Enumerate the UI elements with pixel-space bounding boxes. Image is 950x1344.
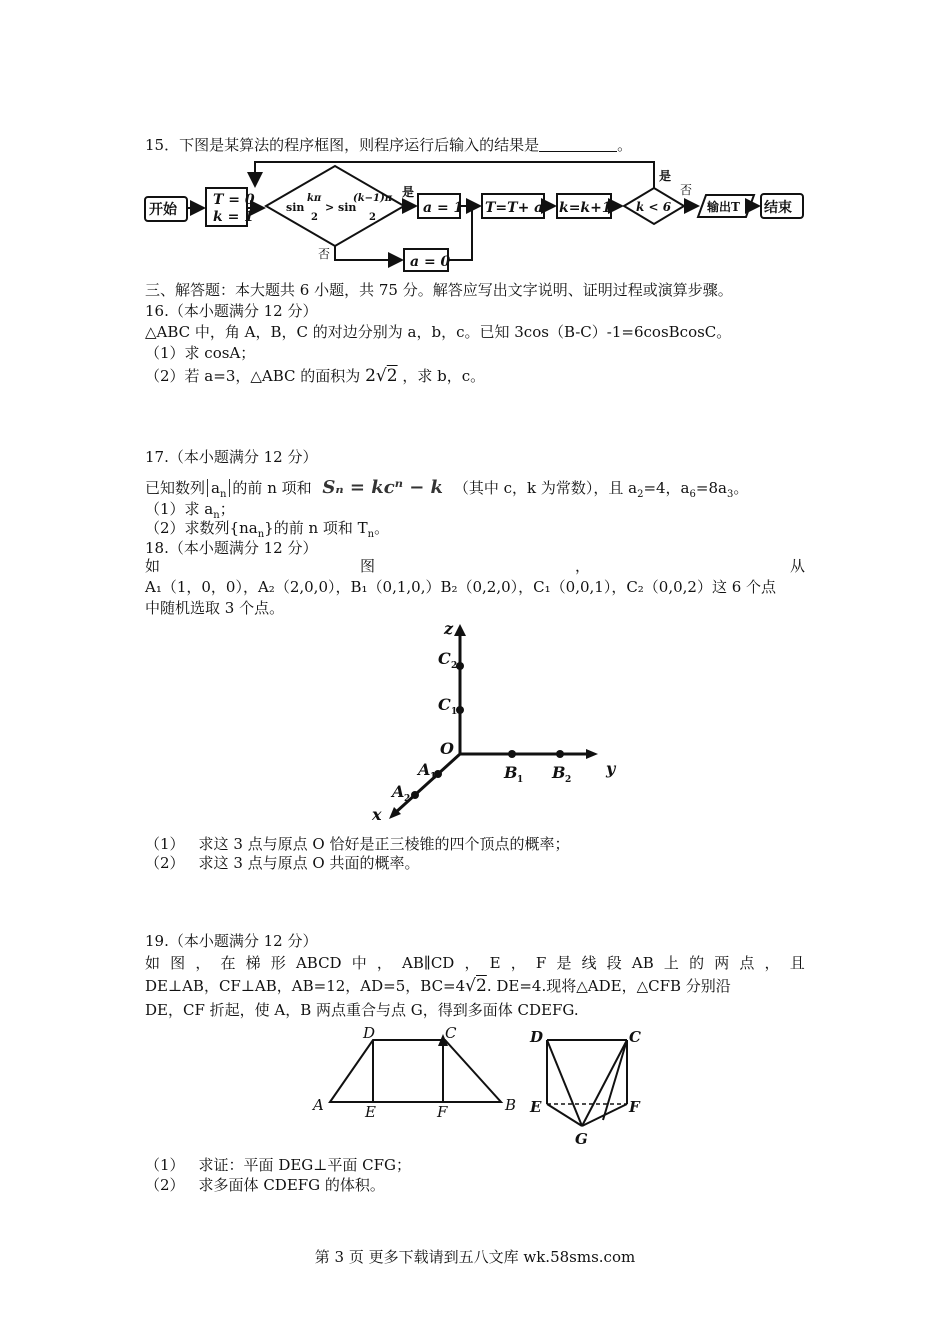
origin-label: O <box>440 739 454 758</box>
flow-no1: 否 <box>318 247 331 261</box>
q18-line2: A₁（1，0，0），A₂（2,0,0），B₁（0,1,0,）B₂（0,2,0），C₁（0,0,1），C₂（0,0,2）这 6 个点 <box>145 578 777 596</box>
trapezoid-figure <box>305 1020 535 1120</box>
q17-head: 17.（本小题满分 12 分） <box>145 448 318 466</box>
flow-yes2: 是 <box>659 169 672 183</box>
q19-line1-word: F <box>535 954 547 972</box>
q19-line1-word: 且 <box>789 954 805 972</box>
flow-a1-label: a = 1 <box>423 200 464 216</box>
q16-part2: （2）若 a=3，△ABC 的面积为 2√2 ，求 b，c。 <box>145 366 486 386</box>
flow-yes1: 是 <box>402 185 415 199</box>
q19-line1-word: 在 <box>220 954 236 972</box>
flow-cond-gt: > sin <box>325 201 357 214</box>
svg-text:2: 2 <box>451 661 458 671</box>
flow-cond-den1: 2 <box>311 212 318 223</box>
section3-heading: 三、解答题：本大题共 6 小题，共 75 分。解答应写出文字说明、证明过程或演算步骤。 <box>145 281 733 299</box>
flow-cond-num1: kπ <box>307 193 322 204</box>
page-footer: 第 3 页 更多下载请到五八文库 wk.58sms.com <box>314 1248 636 1266</box>
point-b2-label: B <box>552 763 566 782</box>
q19-line1-word: 如 <box>145 954 161 972</box>
fig1-c: C <box>445 1024 457 1042</box>
q19-line1-word: ， <box>376 954 392 972</box>
q19-line1-word: 段 <box>606 954 622 972</box>
q19-line1-word: 两 <box>714 954 730 972</box>
q19-line1-word: 线 <box>581 954 597 972</box>
fig1-d: D <box>363 1024 376 1042</box>
q19-line1-word: 上 <box>663 954 679 972</box>
q18-line1: 如 图 ， 从 <box>145 557 805 575</box>
q19-part1: （1） 求证：平面 DEG⊥平面 CFG； <box>145 1156 412 1174</box>
q16-head: 16.（本小题满分 12 分） <box>145 302 318 320</box>
q18-part2: （2） 求这 3 点与原点 O 共面的概率。 <box>145 854 420 872</box>
q19-line2: DE⊥AB，CF⊥AB，AB=12，AD=5，BC=4√2. DE=4.现将△ADE，△CFB 分别沿 <box>145 976 731 996</box>
polyhedron-figure <box>525 1020 675 1150</box>
coordinate-figure <box>360 620 620 830</box>
axis-z-label: z <box>444 620 454 638</box>
fig2-g: G <box>575 1130 588 1148</box>
flow-end-label: 结束 <box>764 200 792 216</box>
axis-x-label: x <box>372 805 382 824</box>
fig1-f: F <box>437 1103 448 1120</box>
fig1-e: E <box>365 1103 376 1120</box>
sn-formula: Sₙ = kcⁿ − k <box>322 477 444 498</box>
q19-line1-word: AB∥CD <box>402 954 455 972</box>
flow-init-t: T = 0 <box>213 192 255 208</box>
axis-y-label: y <box>606 759 616 778</box>
point-b1-label: B <box>504 763 518 782</box>
point-c2-label: C <box>438 649 451 668</box>
q19-line1-word: 是 <box>556 954 572 972</box>
q19-line1-word: ， <box>510 954 526 972</box>
svg-text:2: 2 <box>565 775 572 785</box>
flow-init-k: k = 1 <box>213 209 254 225</box>
fig2-c: C <box>629 1028 641 1046</box>
flow-kk-label: k=k+1 <box>559 200 612 216</box>
flow-kcond-label: k < 6 <box>636 200 672 214</box>
flow-a0-label: a = 0 <box>410 254 451 270</box>
sqrt-expression: 2√2 <box>365 366 398 386</box>
q16-part1: （1）求 cosA； <box>145 344 256 362</box>
flow-cond-num2: (k−1)π <box>353 193 393 204</box>
flow-output-label: 输出T <box>707 200 740 214</box>
q19-line3: DE，CF 折起，使 A，B 两点重合与点 G，得到多面体 CDEFG. <box>145 1001 579 1019</box>
answer-blank <box>539 137 617 152</box>
flow-tt-label: T=T+ a <box>485 200 544 216</box>
fig2-e: E <box>530 1098 542 1116</box>
flow-cond-den2: 2 <box>369 212 376 223</box>
q17-part2: （2）求数列$\{na_n\}$的前 n 项和 $T_n$。 <box>145 519 390 540</box>
svg-text:1: 1 <box>517 775 524 785</box>
q16-line1: △ABC 中，角 A，B，C 的对边分别为 a，b，c。已知 3cos（B-C）-1=6cosBcosC。 <box>145 323 732 341</box>
fig2-d: D <box>530 1028 544 1046</box>
q17-line1: 已知数列 $a_n$ 的前 n 项和 Sₙ = kcⁿ − k （其中 c，k 为常数），且 $a_2=4$，$a_6=8a_3$。 <box>145 477 749 500</box>
q19-line1-word: ABCD <box>295 954 342 972</box>
flow-cond-sin: sin <box>286 201 305 214</box>
q19-line1-word: 梯 <box>245 954 261 972</box>
q18-line3: 中随机选取 3 个点。 <box>145 599 285 617</box>
flow-start-label: 开始 <box>149 202 177 218</box>
q19-line1-word: ， <box>764 954 780 972</box>
fig1-a: A <box>313 1096 324 1114</box>
q19-line1-word: E <box>489 954 501 972</box>
svg-text:1: 1 <box>430 772 437 782</box>
q19-line1 <box>145 953 805 973</box>
q19-line1-word: 中 <box>351 954 367 972</box>
fig2-f: F <box>629 1098 640 1116</box>
q19-head: 19.（本小题满分 12 分） <box>145 932 318 950</box>
q18-part1: （1） 求这 3 点与原点 O 恰好是正三棱锥的四个顶点的概率； <box>145 835 570 853</box>
fig1-b: B <box>505 1096 517 1114</box>
q19-line1-word: AB <box>631 954 654 972</box>
point-a1-label: A <box>418 760 431 779</box>
q19-line1-word: 图 <box>170 954 186 972</box>
q19-line1-word: ， <box>195 954 211 972</box>
svg-text:1: 1 <box>451 707 458 717</box>
point-c1-label: C <box>438 695 451 714</box>
q19-line1-word: 点 <box>739 954 755 972</box>
q19-line1-word: 形 <box>270 954 286 972</box>
flowchart <box>140 158 810 276</box>
svg-text:2: 2 <box>404 794 411 804</box>
q19-line1-word: 的 <box>689 954 705 972</box>
flow-no2: 否 <box>680 183 693 197</box>
q15-text: 15．下图是某算法的程序框图，则程序运行后输入的结果是 。 <box>145 136 633 154</box>
point-a2-label: A <box>392 782 405 801</box>
q18-head: 18.（本小题满分 12 分） <box>145 539 318 557</box>
q19-line1-word: ， <box>464 954 480 972</box>
q19-part2: （2） 求多面体 CDEFG 的体积。 <box>145 1176 385 1194</box>
q17-part1: （1）求 $a_n$； <box>145 500 235 521</box>
